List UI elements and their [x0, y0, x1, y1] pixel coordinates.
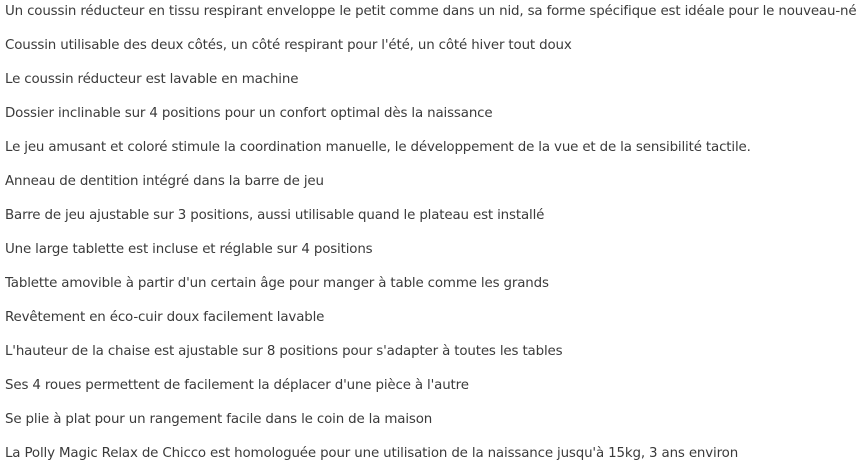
feature-item-reversible-cushion: Coussin utilisable des deux côtés, un côté respirant pour l'été, un côté hiver tout doux — [5, 38, 572, 53]
feature-item-homologation: La Polly Magic Relax de Chicco est homologuée pour une utilisation de la naissance jusqu'à 15kg, 3 ans environ — [5, 446, 739, 461]
feature-item-height-adjustable: L'hauteur de la chaise est ajustable sur 8 positions pour s'adapter à toutes les tables — [5, 344, 563, 359]
feature-item-removable-tray: Tablette amovible à partir d'un certain âge pour manger à table comme les grands — [5, 276, 549, 291]
feature-item-wheels: Ses 4 roues permettent de facilement la déplacer d'une pièce à l'autre — [5, 378, 469, 393]
feature-item-reclining-backrest: Dossier inclinable sur 4 positions pour un confort optimal dès la naissance — [5, 106, 493, 121]
feature-item-large-tray: Une large tablette est incluse et réglable sur 4 positions — [5, 242, 373, 257]
feature-item-play-toy: Le jeu amusant et coloré stimule la coordination manuelle, le développement de la vue et de la sensibilité tactile. — [5, 140, 751, 155]
feature-item-play-bar: Barre de jeu ajustable sur 3 positions, aussi utilisable quand le plateau est installé — [5, 208, 545, 223]
feature-item-reducer-cushion: Un coussin réducteur en tissu respirant enveloppe le petit comme dans un nid, sa forme spécifique est idéale pour le nouveau-né — [5, 4, 856, 19]
feature-item-eco-leather: Revêtement en éco-cuir doux facilement lavable — [5, 310, 325, 325]
feature-list — [5, 0, 856, 471]
feature-item-fold-flat: Se plie à plat pour un rangement facile dans le coin de la maison — [5, 412, 433, 427]
feature-item-teething-ring: Anneau de dentition intégré dans la barre de jeu — [5, 174, 324, 189]
feature-item-machine-washable: Le coussin réducteur est lavable en machine — [5, 72, 299, 87]
